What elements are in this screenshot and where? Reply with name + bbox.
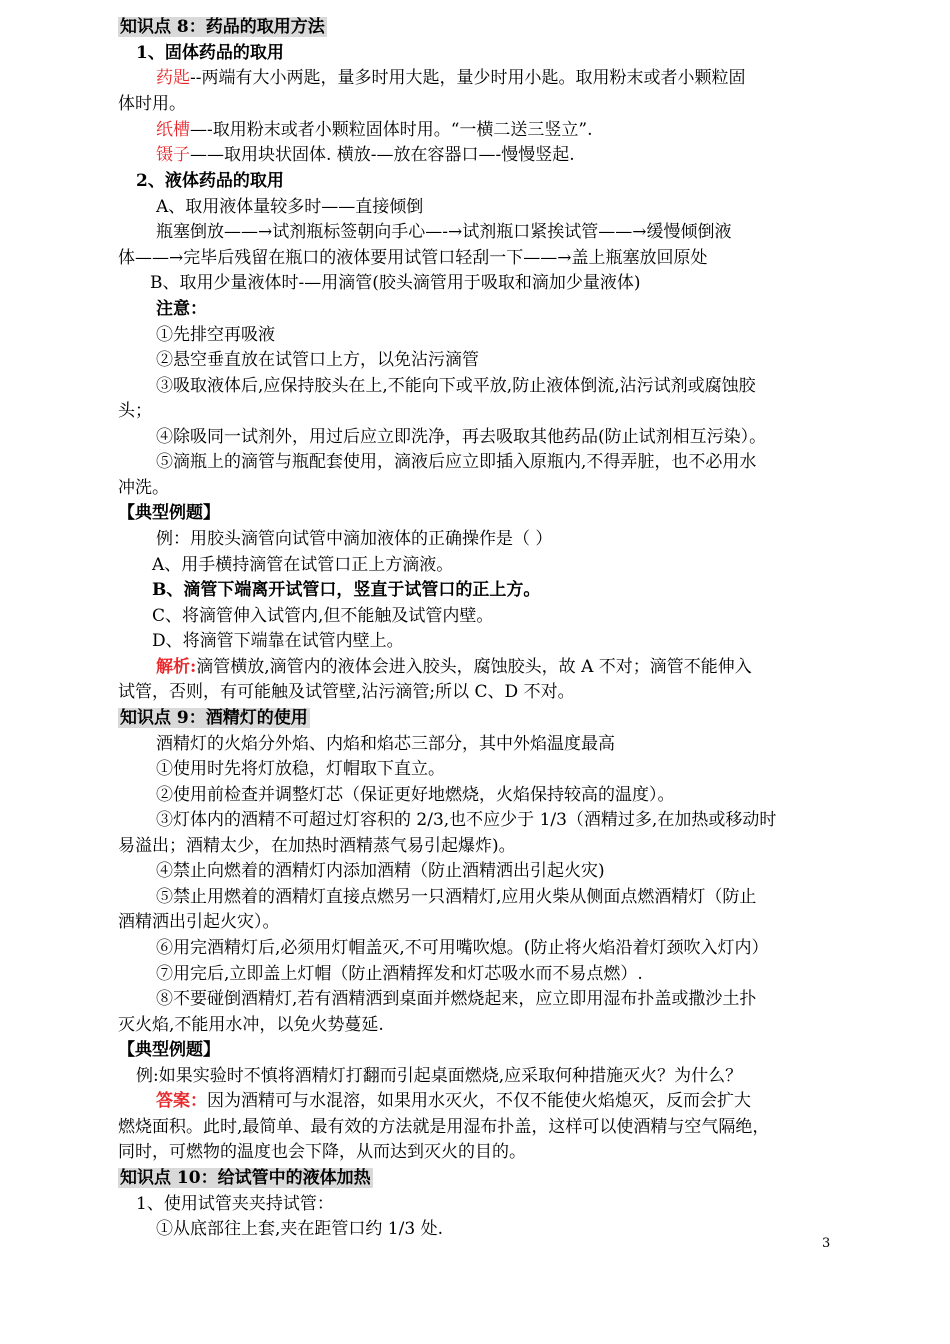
trough-text: —-取用粉末或者小颗粒固体时用。“一横二送三竖立”. [190, 120, 593, 140]
kp9-item6: ⑥用完酒精灯后,必须用灯帽盖灭,不可用嘴吹熄。(防止将火焰沿着灯颈吹入灯内） [156, 938, 769, 958]
kp8-pour-line2: 体——→完毕后残留在瓶口的液体要用试管口轻刮一下——→盖上瓶塞放回原处 [118, 248, 708, 268]
tweezers-term: 镊子 [156, 145, 190, 165]
kp8-option-d: D、将滴管下端靠在试管内壁上。 [152, 631, 404, 651]
kp9-item4: ④禁止向燃着的酒精灯内添加酒精（防止酒精洒出引起火灾) [156, 861, 605, 881]
kp9-item5a: ⑤禁止用燃着的酒精灯直接点燃另一只酒精灯,应用火柴从侧面点燃酒精灯（防止 [156, 887, 757, 907]
kp8-analysis-line2: 试管，否则，有可能触及试管壁,沾污滴管;所以 C、D 不对。 [118, 682, 575, 702]
tweezers-text: ——取用块状固体. 横放-—放在容器口—-慢慢竖起. [190, 145, 575, 165]
kp8-liquid-title: 2、液体药品的取用 [136, 171, 284, 191]
trough-term: 纸槽 [156, 120, 190, 140]
kp9-item3b: 易溢出；酒精太少，在加热时酒精蒸气易引起爆炸)。 [118, 836, 516, 856]
kp9-heading: 知识点 9：酒精灯的使用 [120, 708, 308, 728]
answer-term: 答案： [156, 1091, 207, 1111]
kp9-intro: 酒精灯的火焰分外焰、内焰和焰芯三部分，其中外焰温度最高 [156, 734, 615, 754]
analysis-term: 解析: [156, 657, 197, 677]
kp9-item3a: ③灯体内的酒精不可超过灯容积的 2/3,也不应少于 1/3（酒精过多,在加热或移动时 [156, 810, 777, 830]
spoon-term: 药匙 [156, 68, 190, 88]
kp10-heading: 知识点 10：给试管中的液体加热 [120, 1168, 371, 1188]
kp10-heading-line [118, 1166, 834, 1191]
answer-text: 因为酒精可与水混溶，如果用水灭火，不仅不能使火焰熄灭，反而会扩大 [207, 1091, 751, 1111]
kp8-option-a: A、用手横持滴管在试管口正上方滴液。 [152, 555, 454, 575]
kp8-note1: ①先排空再吸液 [156, 325, 275, 345]
kp8-example-question: 例：用胶头滴管向试管中滴加液体的正确操作是（ ） [156, 529, 553, 549]
kp9-item2: ②使用前检查并调整灯芯（保证更好地燃烧，火焰保持较高的温度）。 [156, 785, 675, 805]
kp10-step1a: ①从底部往上套,夹在距管口约 1/3 处. [156, 1219, 443, 1239]
kp8-option-b: B、滴管下端离开试管口，竖直于试管口的正上方。 [152, 580, 541, 600]
kp9-item7: ⑦用完后,立即盖上灯帽（防止酒精挥发和灯芯吸水而不易点燃）. [156, 964, 643, 984]
kp10-step1: 1、使用试管夹夹持试管： [136, 1194, 334, 1214]
kp8-analysis-line [156, 655, 872, 680]
kp8-note3b: 头； [118, 401, 152, 421]
kp8-solid-title: 1、固体药品的取用 [136, 43, 284, 63]
kp8-tweezers-line [156, 143, 872, 168]
kp8-a-line: A、取用液体量较多时——直接倾倒 [156, 197, 424, 217]
kp9-heading-line [118, 706, 834, 731]
kp8-example-title: 【典型例题】 [118, 503, 220, 523]
kp8-spoon-line2: 体时用。 [118, 94, 186, 114]
kp8-note4: ④除吸同一试剂外，用过后应立即洗净，再去吸取其他药品(防止试剂相互污染）。 [156, 427, 767, 447]
kp9-answer-line3: 同时，可燃物的温度也会下降，从而达到灭火的目的。 [118, 1142, 526, 1162]
kp8-note5a: ⑤滴瓶上的滴管与瓶配套使用，滴液后应立即插入原瓶内,不得弄脏，也不必用水 [156, 452, 757, 472]
page-number: 3 [822, 1236, 831, 1251]
kp8-heading-line [118, 15, 834, 40]
kp8-b-line: B、取用少量液体时-—用滴管(胶头滴管用于吸取和滴加少量液体) [150, 273, 641, 293]
kp8-note-title: 注意： [156, 299, 207, 319]
kp9-item8a: ⑧不要碰倒酒精灯,若有酒精洒到桌面并燃烧起来，应立即用湿布扑盖或撒沙土扑 [156, 989, 757, 1009]
kp8-trough-line [156, 118, 872, 143]
kp9-item5b: 酒精洒出引起火灾）。 [118, 912, 280, 932]
kp9-example-title: 【典型例题】 [118, 1040, 220, 1060]
kp8-heading: 知识点 8：药品的取用方法 [120, 17, 325, 37]
kp8-note3a: ③吸取液体后,应保持胶头在上,不能向下或平放,防止液体倒流,沾污试剂或腐蚀胶 [156, 376, 756, 396]
kp9-item1: ①使用时先将灯放稳，灯帽取下直立。 [156, 759, 445, 779]
kp9-item8b: 灭火焰,不能用水冲，以免火势蔓延. [118, 1015, 384, 1035]
kp8-option-c: C、将滴管伸入试管内,但不能触及试管内壁。 [152, 606, 494, 626]
spoon-text: --两端有大小两匙，量多时用大匙，量少时用小匙。取用粉末或者小颗粒固 [190, 68, 746, 88]
kp9-answer-line2: 燃烧面积。此时,最简单、最有效的方法就是用湿布扑盖，这样可以使酒精与空气隔绝， [118, 1117, 770, 1137]
kp8-pour-line1: 瓶塞倒放——→试剂瓶标签朝向手心—-→试剂瓶口紧挨试管——→缓慢倾倒液 [156, 222, 732, 242]
kp8-spoon-line [156, 66, 872, 91]
kp9-answer-line [156, 1089, 872, 1114]
analysis-text: 滴管横放,滴管内的液体会进入胶头，腐蚀胶头，故 A 不对；滴管不能伸入 [196, 657, 752, 677]
kp9-example-question: 例:如果实验时不慎将酒精灯打翻而引起桌面燃烧,应采取何种措施灭火？为什么？ [136, 1066, 743, 1086]
kp8-note2: ②悬空垂直放在试管口上方，以免沾污滴管 [156, 350, 479, 370]
kp8-note5b: 冲洗。 [118, 478, 169, 498]
